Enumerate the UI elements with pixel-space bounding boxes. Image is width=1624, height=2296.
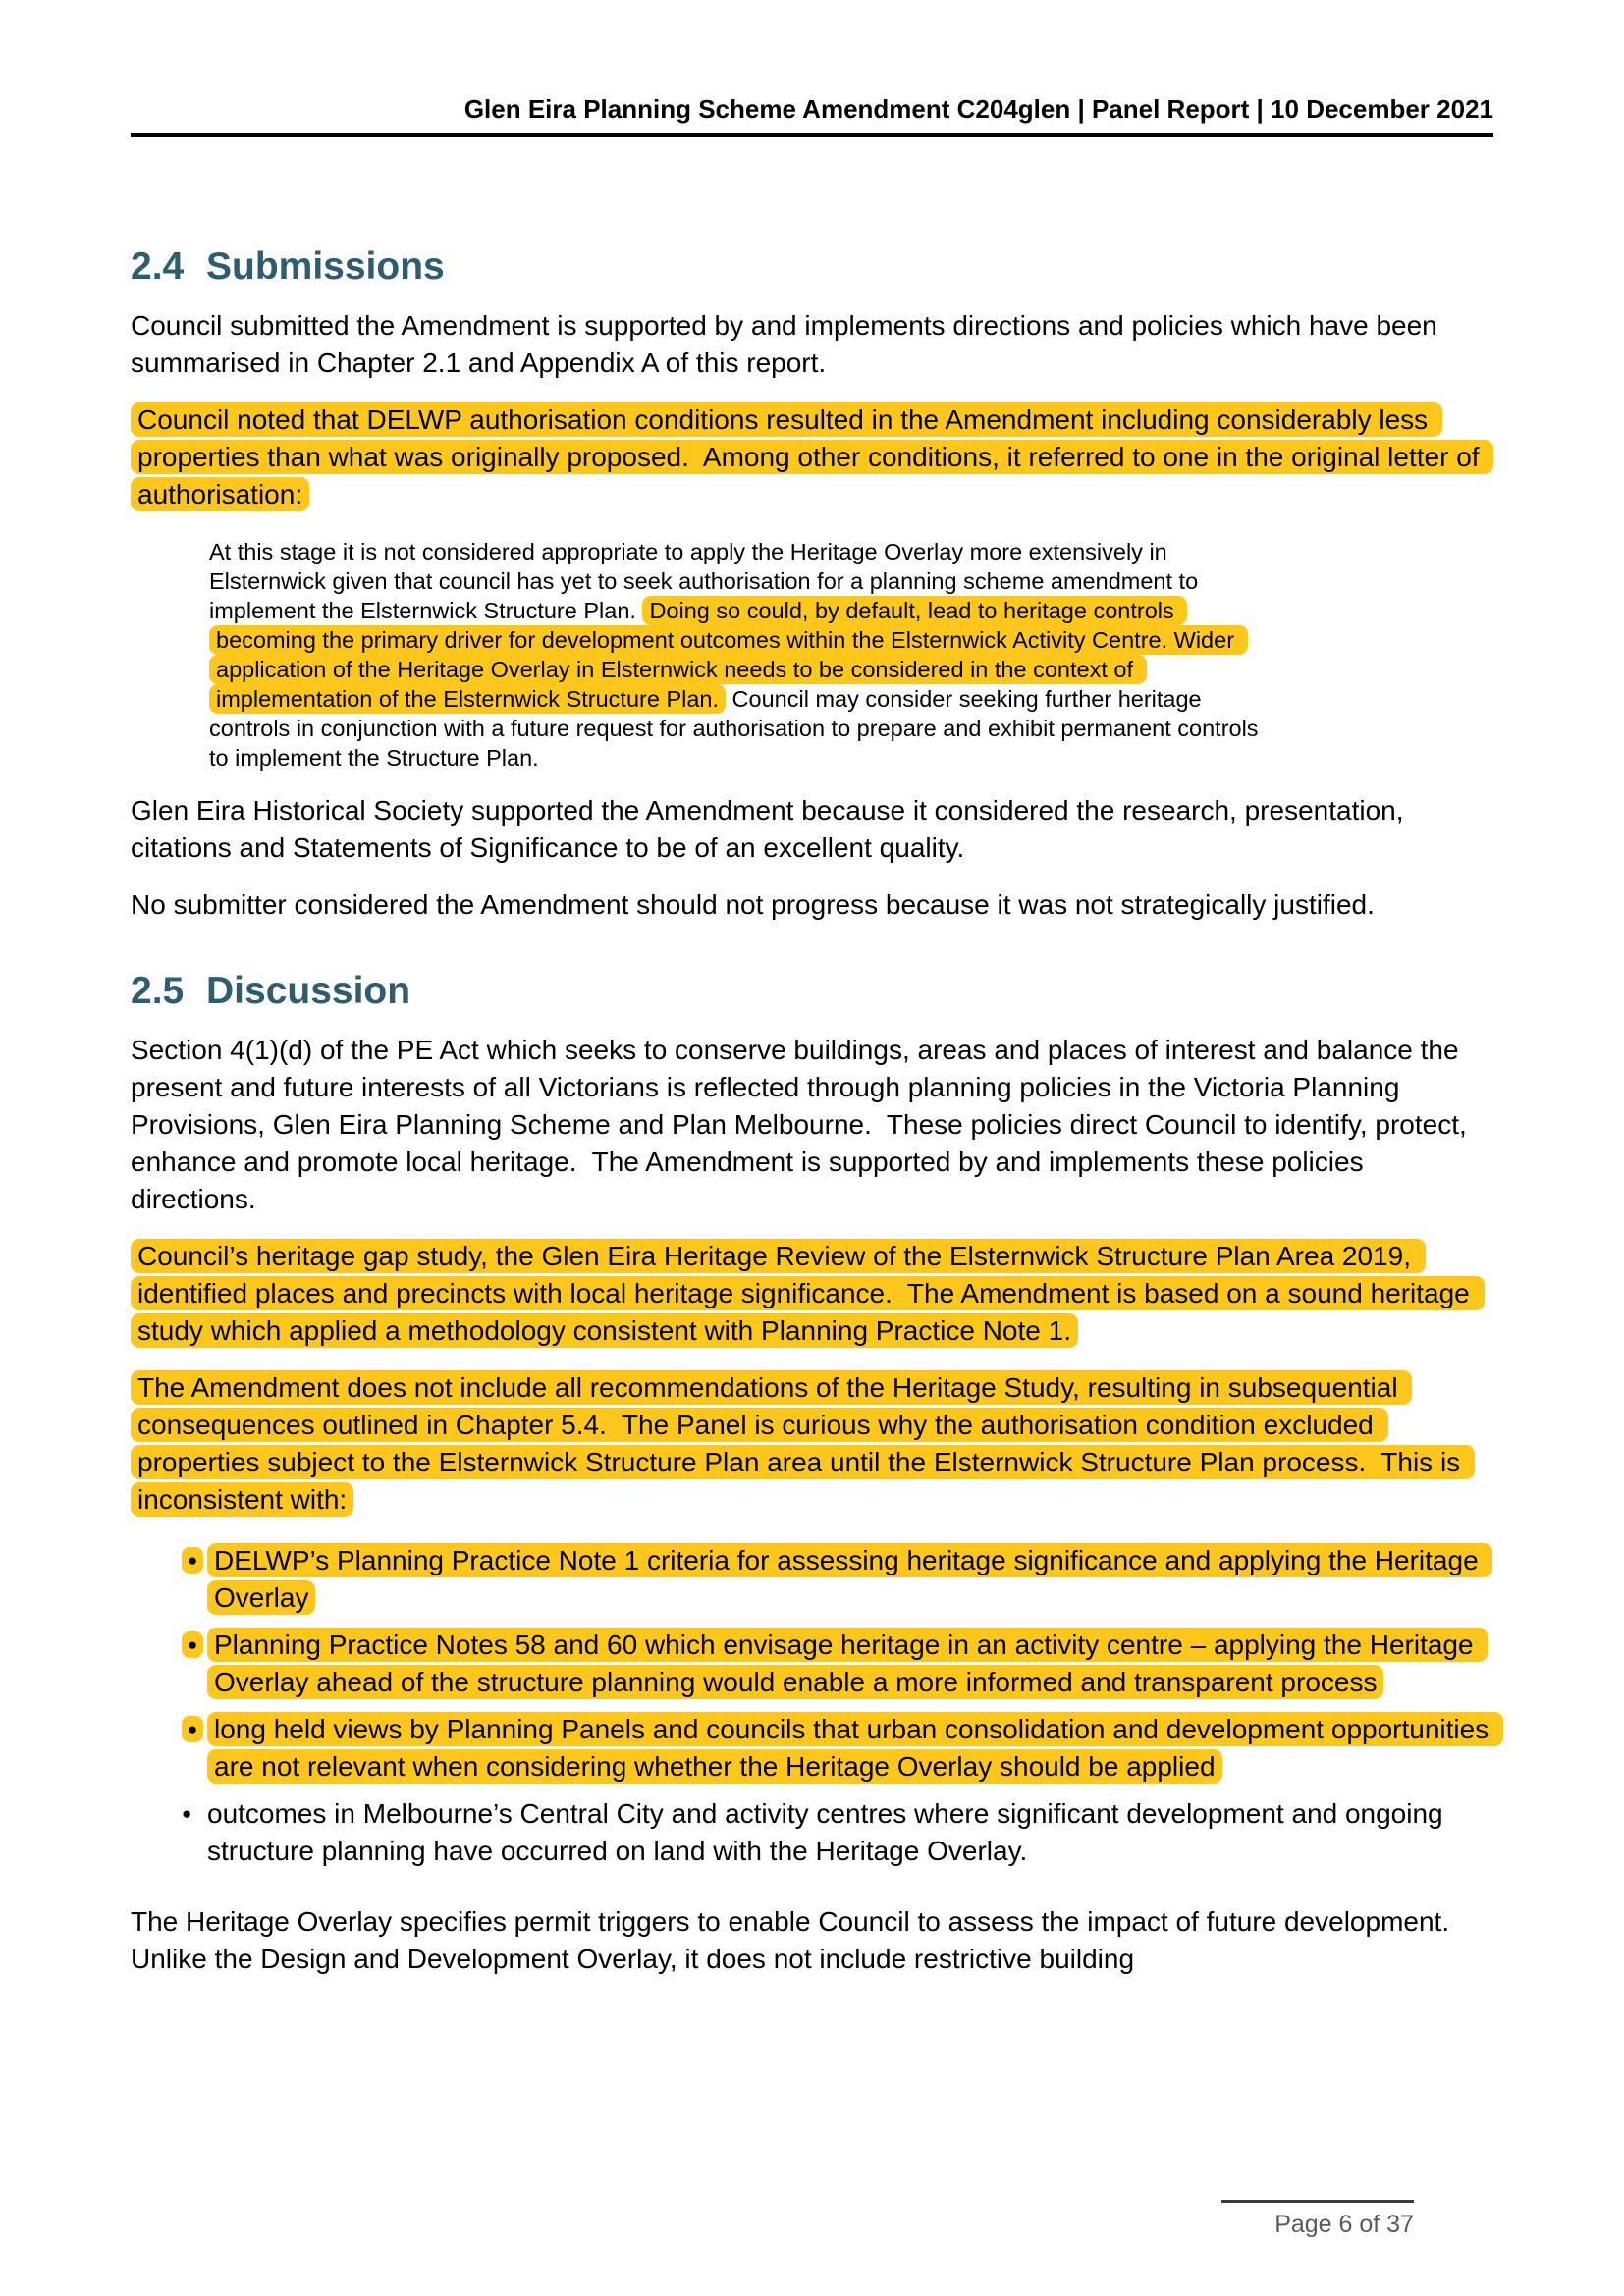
section-heading-2-4 — [131, 246, 1493, 288]
header-title: Glen Eira Planning Scheme Amendment C204glen | Panel Report | 10 December 2021 — [463, 94, 1493, 124]
paragraph: The Heritage Overlay specifies permit triggers to enable Council to assess the impact of future development. Unlike the Design and Development Overlay, it does not include restrictive building — [131, 1906, 1465, 1974]
highlighted-text: Planning Practice Notes 58 and 60 which envisage heritage in an activity centre – applying the Heritage Overlay ahead of the structure planning would enable a more informed and transparent process — [207, 1628, 1488, 1699]
page-number: Page 6 of 37 — [1274, 2211, 1414, 2238]
page-header — [131, 94, 1493, 137]
bullet-marker-highlight: ● — [182, 1631, 203, 1658]
highlighted-text: DELWP’s Planning Practice Note 1 criteria for assessing heritage significance and applying the Heritage Overlay — [207, 1543, 1492, 1615]
quote-text: Council may consider seeking further heritage controls in conjunction with a future request for authorisation to prepare and exhibit permanent controls to implement the Structure Plan. — [209, 686, 1266, 771]
bullet-marker-highlight: ● — [182, 1547, 203, 1574]
bullet-marker: ● — [182, 1804, 192, 1823]
document-body — [131, 142, 1496, 1978]
paragraph: Glen Eira Historical Society supported the Amendment because it considered the research, presentation, citations and Statements of Significance to be of an excellent quality. — [131, 795, 1412, 863]
section-title: Discussion — [206, 970, 411, 1012]
list-item — [131, 1542, 1493, 1617]
list-item-text: outcomes in Melbourne’s Central City and activity centres where significant development and ongoing structure planning have occurred on land with the Heritage Overlay. — [207, 1798, 1451, 1866]
highlighted-text: Council noted that DELWP authorisation conditions resulted in the Amendment including considerably less properties than what was originally proposed. Among other conditions, it referred to one in the original letter of authorisation: — [131, 402, 1493, 511]
paragraph: Council submitted the Amendment is supported by and implements directions and policies which have been summarised in Chapter 2.1 and Appendix A of this report. — [131, 310, 1445, 378]
list-item-text — [207, 1542, 1493, 1617]
paragraph-highlighted — [131, 1369, 1493, 1519]
bullet-marker — [182, 1627, 207, 1701]
bullet-marker — [182, 1711, 207, 1786]
list-item — [131, 1711, 1496, 1786]
highlighted-text: The Amendment does not include all recommendations of the Heritage Study, resulting in subsequential consequences outlined in Chapter 5.4. The Panel is curious why the authorisation condition excluded properties subject to the Elsternwick Structure Plan area until the Elsternwick Structure Plan process. This is inconsistent with: — [131, 1370, 1475, 1517]
highlighted-text: Doing so could, by default, lead to heritage controls becoming the primary driver for development outcomes within the Elsternwick Activity Centre. Wider application of the Heritage Overlay in Elsternwick needs to be considered in the context of implementation of the Elsternwick Structure Plan. — [209, 596, 1248, 714]
paragraph-highlighted — [131, 1238, 1493, 1350]
section-heading-2-5 — [131, 971, 1493, 1012]
paragraph-highlighted — [131, 401, 1493, 513]
list-item-text — [207, 1711, 1496, 1786]
list-item-text — [207, 1627, 1493, 1701]
paragraph: Section 4(1)(d) of the PE Act which seeks to conserve buildings, areas and places of interest and balance the present and future interests of all Victorians is reflected through planning policies in the Victoria Planning Provisions, Glen Eira Planning Scheme and Plan Melbourne. These policies direct Council to identify, protect, enhance and promote local heritage. The Amendment is supported by and implements these policies directions. — [131, 1035, 1475, 1214]
quote-text: At this stage it is not considered appropriate to apply the Heritage Overlay more extensively in Elsternwick given that council has yet to seek authorisation for a planning scheme amendment to implement the Elsternwick Structure Plan. — [209, 539, 1205, 623]
section-number: 2.4 — [131, 245, 185, 288]
bullet-marker — [182, 1542, 207, 1617]
paragraph: No submitter considered the Amendment should not progress because it was not strategically justified. — [131, 889, 1375, 920]
bullet-list — [131, 1542, 1496, 1870]
list-item — [131, 1627, 1493, 1701]
page-footer — [1221, 2200, 1414, 2239]
list-item — [131, 1795, 1493, 1870]
section-title: Submissions — [206, 245, 445, 288]
highlighted-text: Council’s heritage gap study, the Glen Eira Heritage Review of the Elsternwick Structure Plan Area 2019, identified places and precincts with local heritage significance. The Amendment is based on a sound heritage study which applied a methodology consistent with Planning Practice Note 1. — [131, 1239, 1485, 1348]
bullet-marker-highlight: ● — [182, 1716, 203, 1742]
highlighted-text: long held views by Planning Panels and councils that urban consolidation and development opportunities are not relevant when considering whether the Heritage Overlay should be applied — [207, 1712, 1503, 1784]
block-quote — [209, 537, 1279, 773]
section-number: 2.5 — [131, 970, 185, 1012]
